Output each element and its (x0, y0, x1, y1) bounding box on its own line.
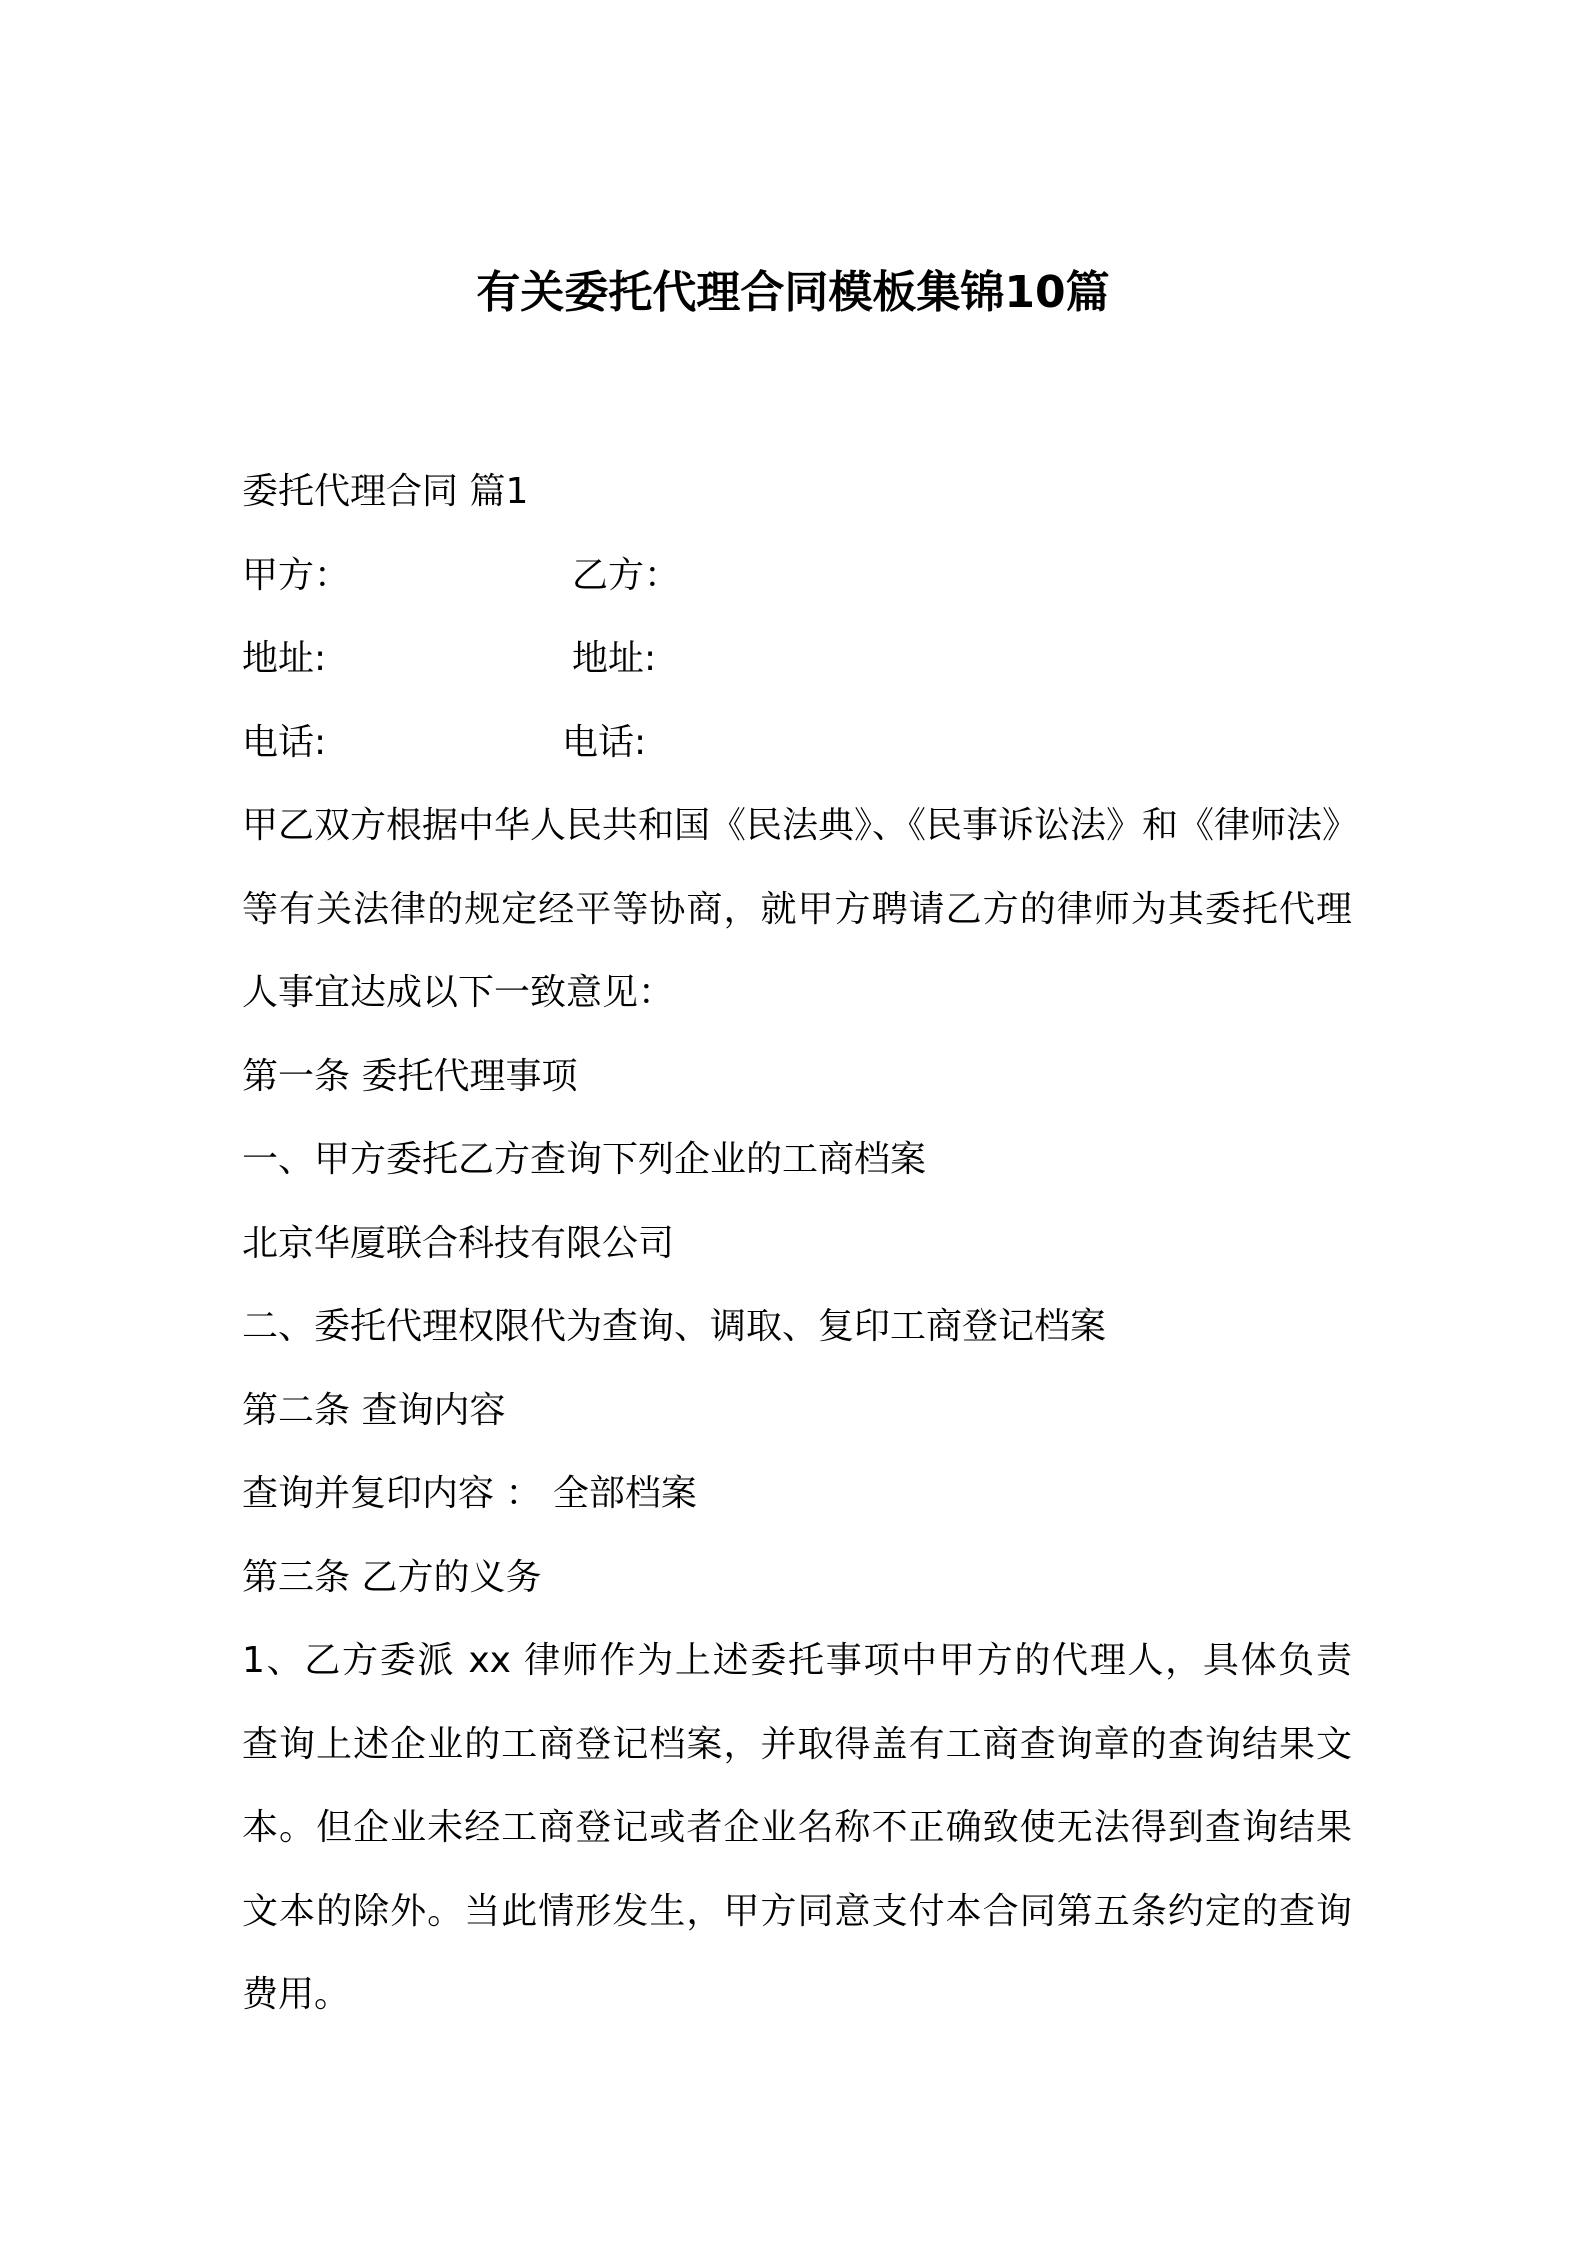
article2-heading: 第二条 查询内容 (242, 1389, 506, 1431)
address-b-label: 地址: (572, 638, 657, 679)
article3-line: 本。但企业未经工商登记或者企业名称不正确致使无法得到查询结果 (242, 1807, 1352, 1848)
address-row (242, 617, 1352, 701)
article1-heading: 第一条 委托代理事项 (242, 1055, 578, 1097)
article2-content: 查询并复印内容 ： 全部档案 (242, 1473, 697, 1514)
article3-item1-paragraph (242, 1619, 1352, 2037)
document-title: 有关委托代理合同模板集锦10篇 (476, 267, 1110, 318)
article1-item1: 一、甲方委托乙方查询下列企业的工商档案 (242, 1139, 927, 1180)
party-a-label: 甲方： (242, 554, 351, 596)
phone-row (242, 701, 1352, 785)
article1-company: 北京华厦联合科技有限公司 (242, 1222, 675, 1264)
article3-line: 文本的除外。当此情形发生，甲方同意支付本合同第五条约定的查询 (242, 1890, 1352, 1932)
article3-line: 查询上述企业的工商登记档案，并取得盖有工商查询章的查询结果文 (242, 1723, 1352, 1765)
article3-line: 费用。 (242, 1974, 351, 2015)
party-b-label: 乙方： (572, 554, 681, 596)
article3-heading: 第三条 乙方的义务 (242, 1556, 542, 1598)
phone-b-label: 电话: (562, 721, 647, 763)
article1-item2: 二、委托代理权限代为查询、调取、复印工商登记档案 (242, 1306, 1107, 1347)
phone-a-label: 电话: (242, 721, 327, 763)
document-body (242, 450, 1359, 2037)
article3-line: 1、乙方委派 xx 律师作为上述委托事项中甲方的代理人，具体负责 (242, 1640, 1352, 1681)
section-heading: 委托代理合同 篇1 (242, 471, 529, 512)
preamble-line: 甲乙双方根据中华人民共和国《民法典》、《民事诉讼法》和《律师法》 (242, 805, 1359, 846)
preamble-line: 人事宜达成以下一致意见： (242, 972, 675, 1013)
preamble-line: 等有关法律的规定经平等协商，就甲方聘请乙方的律师为其委托代理 (242, 888, 1352, 930)
address-a-label: 地址: (242, 638, 327, 679)
party-row (242, 534, 1352, 618)
preamble-paragraph (242, 784, 1359, 1035)
